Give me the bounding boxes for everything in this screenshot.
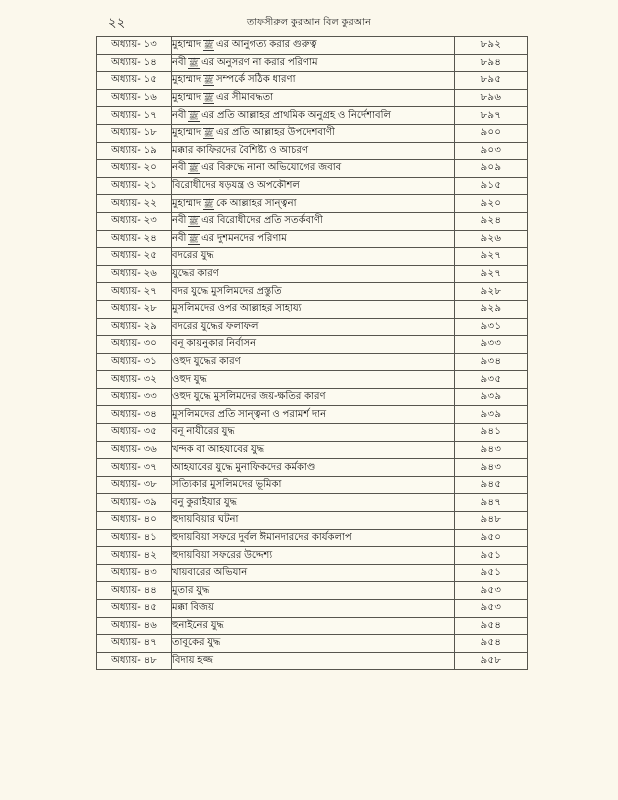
table-row [97,600,528,618]
chapter-title-cell[interactable] [172,388,455,406]
table-row [97,406,528,424]
chapter-title-text: বিরোধীদের ষড়যন্ত্র ও অপকৌশল [172,180,300,192]
page-number-cell[interactable]: ৯৫৩ [455,582,528,600]
chapter-title-text: সত্যিকার মুসলিমদের ভূমিকা [172,479,282,491]
chapter-title-text: হুদায়বিয়া সফরে দুর্বল ঈমানদারদের কার্যকলাপ [172,531,352,543]
chapter-title-cell[interactable] [172,318,455,336]
chapter-title-cell[interactable] [172,424,455,442]
chapter-title-text: আহযাবের যুদ্ধে মুনাফিকদের কর্মকাণ্ড [172,461,316,473]
page-number-cell[interactable]: ৯০০ [455,124,528,142]
chapter-title-text: বনু কুরাইযার যুদ্ধ [172,496,237,508]
sallallahu-alaihi-wasallam-icon: ﷺ [203,94,214,104]
sallallahu-alaihi-wasallam-icon: ﷺ [188,58,199,68]
chapter-title-text: যুদ্ধের কারণ [172,268,219,280]
chapter-title-text-before: নবী [172,56,187,68]
chapter-title-cell[interactable] [172,177,455,195]
chapter-number-cell: অধ্যায়- ৪৭ [97,635,172,653]
table-row [97,388,528,406]
page-number-cell[interactable]: ৯৫৩ [455,600,528,618]
chapter-number-cell: অধ্যায়- ১৪ [97,54,172,72]
chapter-title-text: খায়বারের অভিযান [172,567,248,579]
page-number-cell[interactable]: ৮৯৭ [455,107,528,125]
table-row [97,248,528,266]
chapter-title-cell[interactable] [172,230,455,248]
page-number-cell[interactable]: ৯৫৪ [455,617,528,635]
page-number-cell[interactable]: ৯৩১ [455,318,528,336]
page-number-cell[interactable]: ৯০৯ [455,160,528,178]
chapter-title-cell[interactable] [172,336,455,354]
page-number-cell[interactable]: ৯৪৫ [455,476,528,494]
chapter-title-cell[interactable] [172,160,455,178]
table-row [97,212,528,230]
chapter-title-cell[interactable] [172,37,455,55]
chapter-number-cell: অধ্যায়- ২৬ [97,265,172,283]
chapter-title-text: হুদায়বিয়ার ঘটনা [172,514,239,526]
table-row [97,89,528,107]
chapter-title-text-after: কে আল্লাহর সান্ত্বনা [215,197,297,209]
page-number-cell[interactable]: ৮৯৬ [455,89,528,107]
chapter-title-text: ওহুদ যুদ্ধ [172,373,207,385]
chapter-number-cell: অধ্যায়- ৩৭ [97,459,172,477]
chapter-title-cell[interactable] [172,476,455,494]
table-row [97,300,528,318]
chapter-title-text-before: নবী [172,215,187,227]
table-row [97,494,528,512]
chapter-number-cell: অধ্যায়- ৪৪ [97,582,172,600]
page-number-cell[interactable]: ৯৪৮ [455,512,528,530]
table-row [97,142,528,160]
chapter-title-text-after: এর অনুসরণ না করার পরিণাম [201,56,318,68]
sallallahu-alaihi-wasallam-icon: ﷺ [188,164,199,174]
chapter-number-cell: অধ্যায়- ৩৬ [97,441,172,459]
sallallahu-alaihi-wasallam-icon: ﷺ [188,217,199,227]
page-number-cell[interactable]: ৯২৬ [455,230,528,248]
sallallahu-alaihi-wasallam-icon: ﷺ [203,129,214,139]
chapter-title-text: বিদায় হজ্জ [172,655,213,667]
page-number-cell[interactable]: ৯৪৭ [455,494,528,512]
table-row [97,353,528,371]
page-number-cell[interactable]: ৯৫০ [455,529,528,547]
chapter-title-cell[interactable] [172,600,455,618]
chapter-number-cell: অধ্যায়- ২৪ [97,230,172,248]
chapter-number-cell: অধ্যায়- ৩৩ [97,388,172,406]
chapter-title-cell[interactable] [172,265,455,283]
sallallahu-alaihi-wasallam-icon: ﷺ [203,41,214,51]
sallallahu-alaihi-wasallam-icon: ﷺ [188,234,199,244]
chapter-number-cell: অধ্যায়- ২১ [97,177,172,195]
chapter-title-text-before: নবী [172,162,187,174]
chapter-title-text-after: এর বিরুদ্ধে নানা অভিযোগের জবাব [201,162,342,174]
chapter-title-text: বনূ কায়নুকার নির্বাসন [172,338,257,350]
page-number-cell[interactable]: ৯৫১ [455,564,528,582]
page-number-cell[interactable]: ৯২৮ [455,283,528,301]
page-number-cell[interactable]: ৯৩৯ [455,388,528,406]
chapter-title-cell[interactable] [172,512,455,530]
chapter-number-cell: অধ্যায়- ৪৬ [97,617,172,635]
chapter-title-text-before: মুহাম্মাদ [172,197,202,209]
chapter-title-text-after: এর সীমাবদ্ধতা [215,92,274,104]
page-number-cell[interactable]: ৯৪১ [455,424,528,442]
page-number-cell[interactable]: ৯৫৪ [455,635,528,653]
chapter-number-cell: অধ্যায়- ২৮ [97,300,172,318]
chapter-title-text: মুসলিমদের প্রতি সান্ত্বনা ও পরামর্শ দান [172,408,327,420]
chapter-title-text: খন্দক বা আহযাবের যুদ্ধ [172,443,265,455]
chapter-title-text-before: নবী [172,232,187,244]
chapter-title-cell[interactable] [172,635,455,653]
table-row [97,617,528,635]
table-row [97,512,528,530]
table-row [97,177,528,195]
page-number-cell[interactable]: ৯২০ [455,195,528,213]
chapter-title-cell[interactable] [172,582,455,600]
table-row [97,547,528,565]
page-number-cell[interactable]: ৮৯৪ [455,54,528,72]
table-row [97,124,528,142]
toc-table-body [97,37,528,670]
chapter-number-cell: অধ্যায়- ২৩ [97,212,172,230]
chapter-title-text-after: এর আনুগত্য করার গুরুত্ব [215,39,317,51]
table-row [97,635,528,653]
chapter-title-text: মক্কা বিজয় [172,602,214,614]
page-number-cell[interactable]: ৮৯২ [455,37,528,55]
chapter-title-text-after: এর প্রতি আল্লাহর উপদেশবাণী [215,127,335,139]
chapter-title-text-before: মুহাম্মাদ [172,127,202,139]
page-number-cell[interactable]: ৯০৩ [455,142,528,160]
chapter-number-cell: অধ্যায়- ২২ [97,195,172,213]
page-number-cell[interactable]: ৯২৪ [455,212,528,230]
table-row [97,371,528,389]
table-row [97,529,528,547]
chapter-title-cell[interactable] [172,72,455,90]
table-row [97,476,528,494]
chapter-number-cell: অধ্যায়- ৩৮ [97,476,172,494]
chapter-number-cell: অধ্যায়- ৪০ [97,512,172,530]
page-number-cell[interactable]: ৯৫৮ [455,652,528,670]
page-number-cell[interactable]: ৯৩৯ [455,406,528,424]
chapter-title-cell[interactable] [172,107,455,125]
chapter-title-cell[interactable] [172,371,455,389]
page-number-cell[interactable]: ৯৪৩ [455,459,528,477]
chapter-title-cell[interactable] [172,547,455,565]
chapter-title-text: বনূ নাযীরের যুদ্ধ [172,426,235,438]
page-number-cell[interactable]: ৯২৭ [455,248,528,266]
chapter-title-text-before: মুহাম্মাদ [172,74,202,86]
table-row [97,424,528,442]
chapter-number-cell: অধ্যায়- ২০ [97,160,172,178]
chapter-title-text: ওহুদ যুদ্ধের কারণ [172,355,241,367]
table-row [97,318,528,336]
sallallahu-alaihi-wasallam-icon: ﷺ [203,76,214,86]
chapter-title-cell[interactable] [172,529,455,547]
chapter-number-cell: অধ্যায়- ৪১ [97,529,172,547]
chapter-title-cell[interactable] [172,212,455,230]
chapter-title-text: বদরের যুদ্ধ [172,250,214,262]
page-header [0,14,618,34]
chapter-title-text: মুসলিমদের ওপর আল্লাহর সাহায্য [172,303,302,315]
table-row [97,230,528,248]
chapter-title-text: হুদায়বিয়া সফরের উদ্দেশ্য [172,549,273,561]
page-number-cell[interactable]: ৯৫১ [455,547,528,565]
chapter-title-cell[interactable] [172,494,455,512]
chapter-number-cell: অধ্যায়- ৪৩ [97,564,172,582]
chapter-title-cell[interactable] [172,195,455,213]
table-row [97,54,528,72]
chapter-title-text: মক্কার কাফিরদের বৈশিষ্ট্য ও আচরণ [172,144,309,156]
table-row [97,336,528,354]
table-of-contents [96,36,524,670]
chapter-number-cell: অধ্যায়- ১৯ [97,142,172,160]
chapter-title-cell[interactable] [172,353,455,371]
page-number-cell[interactable]: ৯৩৩ [455,336,528,354]
chapter-title-text-before: মুহাম্মাদ [172,39,202,51]
table-row [97,107,528,125]
chapter-number-cell: অধ্যায়- ৩৪ [97,406,172,424]
chapter-number-cell: অধ্যায়- ১৩ [97,37,172,55]
chapter-title-text: তাবূকের যুদ্ধ [172,637,221,649]
table-row [97,582,528,600]
chapter-title-cell[interactable] [172,248,455,266]
sallallahu-alaihi-wasallam-icon: ﷺ [203,199,214,209]
page-number-cell[interactable]: ৮৯৫ [455,72,528,90]
chapter-number-cell: অধ্যায়- ৪২ [97,547,172,565]
chapter-title-text-before: নবী [172,109,187,121]
chapter-title-cell[interactable] [172,124,455,142]
page-number-cell[interactable]: ৯৪৩ [455,441,528,459]
chapter-number-cell: অধ্যায়- ২৯ [97,318,172,336]
chapter-title-text: ওহুদ যুদ্ধে মুসলিমদের জয়-ক্ষতির কারণ [172,391,326,403]
chapter-title-text-before: মুহাম্মাদ [172,92,202,104]
chapter-number-cell: অধ্যায়- ৪৮ [97,652,172,670]
page-number-cell[interactable]: ৯১৫ [455,177,528,195]
chapter-title-text-after: এর দুশমনদের পরিণাম [201,232,287,244]
folio-number: ২২ [108,15,126,30]
chapter-number-cell: অধ্যায়- ২৭ [97,283,172,301]
chapter-title-cell[interactable] [172,441,455,459]
page-number-cell[interactable]: ৯২৯ [455,300,528,318]
chapter-number-cell: অধ্যায়- ৩১ [97,353,172,371]
chapter-title-cell[interactable] [172,54,455,72]
table-row [97,441,528,459]
chapter-title-cell[interactable] [172,142,455,160]
chapter-title-text: হুনাইনের যুদ্ধ [172,619,224,631]
chapter-number-cell: অধ্যায়- ৩৯ [97,494,172,512]
chapter-title-cell[interactable] [172,300,455,318]
chapter-title-text: বদর যুদ্ধে মুসলিমদের প্রস্তুতি [172,285,282,297]
chapter-title-text: বদরের যুদ্ধের ফলাফল [172,320,259,332]
page-number-cell[interactable]: ৯৩৫ [455,371,528,389]
table-row [97,72,528,90]
running-title: তাফসীরুল কুরআন বিল কুরআন [246,17,372,28]
chapter-title-cell[interactable] [172,564,455,582]
chapter-title-cell[interactable] [172,652,455,670]
page-number-cell[interactable]: ৯২৭ [455,265,528,283]
chapter-number-cell: অধ্যায়- ১৭ [97,107,172,125]
table-row [97,283,528,301]
chapter-title-text-after: এর প্রতি আল্লাহর প্রাথমিক অনুগ্রহ ও নির্দেশাবলি [201,109,391,121]
chapter-number-cell: অধ্যায়- ১৫ [97,72,172,90]
chapter-title-cell[interactable] [172,459,455,477]
table-row [97,652,528,670]
table-row [97,564,528,582]
chapter-title-cell[interactable] [172,406,455,424]
table-row [97,459,528,477]
chapter-number-cell: অধ্যায়- ২৫ [97,248,172,266]
chapter-title-text-after: এর বিরোধীদের প্রতি সতর্কবাণী [201,215,323,227]
chapter-number-cell: অধ্যায়- ৩৫ [97,424,172,442]
chapter-number-cell: অধ্যায়- ৩০ [97,336,172,354]
sallallahu-alaihi-wasallam-icon: ﷺ [188,111,199,121]
table-row [97,195,528,213]
chapter-number-cell: অধ্যায়- ৪৫ [97,600,172,618]
chapter-title-cell[interactable] [172,89,455,107]
toc-table [96,36,528,670]
chapter-title-cell[interactable] [172,617,455,635]
chapter-title-cell[interactable] [172,283,455,301]
chapter-number-cell: অধ্যায়- ১৬ [97,89,172,107]
chapter-title-text: মুতার যুদ্ধ [172,584,210,596]
page-number-cell[interactable]: ৯৩৪ [455,353,528,371]
table-row [97,265,528,283]
chapter-number-cell: অধ্যায়- ৩২ [97,371,172,389]
chapter-title-text-after: সম্পর্কে সঠিক ধারণা [215,74,296,86]
table-row [97,160,528,178]
table-row [97,37,528,55]
chapter-number-cell: অধ্যায়- ১৮ [97,124,172,142]
